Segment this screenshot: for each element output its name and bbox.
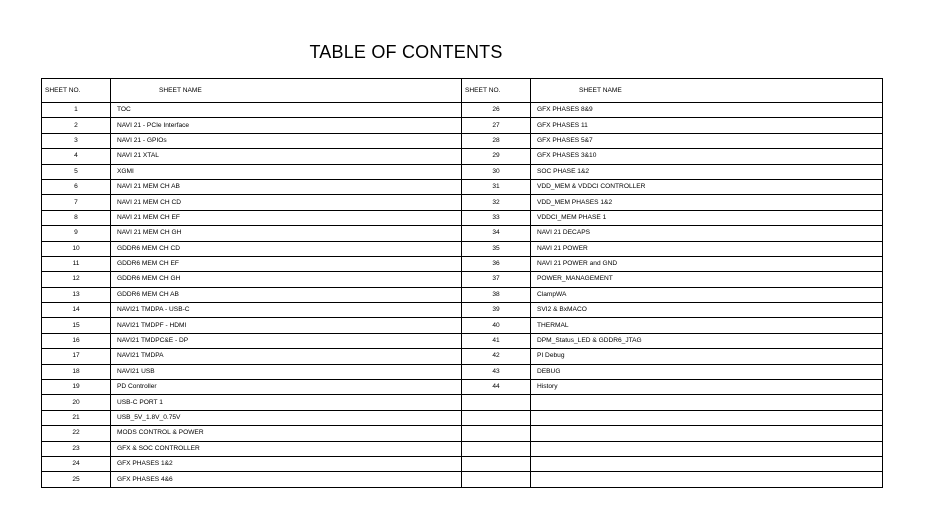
table-row <box>42 118 883 133</box>
table-row <box>42 179 883 194</box>
table-row <box>42 364 883 379</box>
sheet-name <box>531 456 883 471</box>
sheet-no <box>462 410 531 425</box>
sheet-name: GFX PHASES 11 <box>531 118 883 133</box>
sheet-name <box>531 441 883 456</box>
sheet-no: 6 <box>42 179 111 194</box>
sheet-name: NAVI21 TMDPA - USB-C <box>111 303 462 318</box>
sheet-name: GFX PHASES 1&2 <box>111 456 462 471</box>
sheet-name: NAVI 21 POWER and GND <box>531 256 883 271</box>
table-row <box>42 133 883 148</box>
sheet-name: USB_5V_1.8V_0.75V <box>111 410 462 425</box>
sheet-name: DEBUG <box>531 364 883 379</box>
sheet-no: 25 <box>42 472 111 487</box>
table-row <box>42 210 883 225</box>
table-row <box>42 241 883 256</box>
sheet-name: ClampWA <box>531 287 883 302</box>
sheet-no: 14 <box>42 303 111 318</box>
sheet-no: 31 <box>462 179 531 194</box>
table-row <box>42 349 883 364</box>
sheet-name <box>531 410 883 425</box>
sheet-name: NAVI 21 POWER <box>531 241 883 256</box>
sheet-name: NAVI21 USB <box>111 364 462 379</box>
sheet-no: 44 <box>462 380 531 395</box>
sheet-no: 32 <box>462 195 531 210</box>
table-row <box>42 426 883 441</box>
sheet-no: 17 <box>42 349 111 364</box>
table-row <box>42 441 883 456</box>
table-row <box>42 380 883 395</box>
sheet-no: 20 <box>42 395 111 410</box>
table-header-row <box>42 79 883 103</box>
table-row <box>42 287 883 302</box>
sheet-no: 10 <box>42 241 111 256</box>
sheet-name: VDDCI_MEM PHASE 1 <box>531 210 883 225</box>
sheet-no <box>462 456 531 471</box>
header-sheet-name-right: SHEET NAME <box>531 79 883 103</box>
sheet-name: GFX PHASES 3&10 <box>531 149 883 164</box>
header-sheet-name-left: SHEET NAME <box>111 79 462 103</box>
toc-table <box>41 78 883 488</box>
sheet-name: PI Debug <box>531 349 883 364</box>
sheet-name: GFX PHASES 8&9 <box>531 103 883 118</box>
sheet-no <box>462 472 531 487</box>
sheet-name: USB-C PORT 1 <box>111 395 462 410</box>
sheet-name: GFX PHASES 5&7 <box>531 133 883 148</box>
sheet-no <box>462 441 531 456</box>
sheet-no <box>462 426 531 441</box>
header-sheet-no-right: SHEET NO. <box>462 79 531 103</box>
table-row <box>42 472 883 487</box>
sheet-name: History <box>531 380 883 395</box>
sheet-name: NAVI 21 MEM CH GH <box>111 226 462 241</box>
sheet-name: NAVI 21 DECAPS <box>531 226 883 241</box>
sheet-name: GDDR6 MEM CH GH <box>111 272 462 287</box>
sheet-name: GDDR6 MEM CH CD <box>111 241 462 256</box>
sheet-name: NAVI 21 - GPIOs <box>111 133 462 148</box>
sheet-name: TOC <box>111 103 462 118</box>
sheet-name: NAVI21 TMDPA <box>111 349 462 364</box>
sheet-name: NAVI21 TMDPF - HDMI <box>111 318 462 333</box>
sheet-no: 40 <box>462 318 531 333</box>
sheet-no: 11 <box>42 256 111 271</box>
sheet-no: 37 <box>462 272 531 287</box>
sheet-no: 23 <box>42 441 111 456</box>
sheet-name: PD Controller <box>111 380 462 395</box>
sheet-name: NAVI21 TMDPC&E - DP <box>111 333 462 348</box>
table-row <box>42 303 883 318</box>
sheet-no: 35 <box>462 241 531 256</box>
sheet-no: 24 <box>42 456 111 471</box>
sheet-name: MODS CONTROL & POWER <box>111 426 462 441</box>
table-row <box>42 195 883 210</box>
sheet-name: NAVI 21 XTAL <box>111 149 462 164</box>
sheet-no: 3 <box>42 133 111 148</box>
sheet-no: 29 <box>462 149 531 164</box>
sheet-name: NAVI 21 MEM CH CD <box>111 195 462 210</box>
sheet-no: 26 <box>462 103 531 118</box>
sheet-no: 33 <box>462 210 531 225</box>
sheet-no: 34 <box>462 226 531 241</box>
sheet-name: GFX PHASES 4&6 <box>111 472 462 487</box>
sheet-no: 27 <box>462 118 531 133</box>
sheet-name: NAVI 21 MEM CH AB <box>111 179 462 194</box>
sheet-name: XGMI <box>111 164 462 179</box>
sheet-no: 41 <box>462 333 531 348</box>
table-row <box>42 318 883 333</box>
sheet-no: 5 <box>42 164 111 179</box>
sheet-no: 38 <box>462 287 531 302</box>
sheet-name: THERMAL <box>531 318 883 333</box>
sheet-name: NAVI 21 - PCIe Interface <box>111 118 462 133</box>
sheet-no: 4 <box>42 149 111 164</box>
sheet-no: 16 <box>42 333 111 348</box>
table-row <box>42 456 883 471</box>
sheet-no: 8 <box>42 210 111 225</box>
table-row <box>42 410 883 425</box>
sheet-no: 28 <box>462 133 531 148</box>
sheet-no: 15 <box>42 318 111 333</box>
sheet-name: GFX & SOC CONTROLLER <box>111 441 462 456</box>
sheet-name: NAVI 21 MEM CH EF <box>111 210 462 225</box>
sheet-no: 42 <box>462 349 531 364</box>
page-title: TABLE OF CONTENTS <box>309 42 503 62</box>
sheet-no: 21 <box>42 410 111 425</box>
table-row <box>42 164 883 179</box>
sheet-name <box>531 426 883 441</box>
sheet-name: SVI2 & BxMACO <box>531 303 883 318</box>
sheet-name: GDDR6 MEM CH AB <box>111 287 462 302</box>
sheet-name: VDD_MEM & VDDCI CONTROLLER <box>531 179 883 194</box>
table-row <box>42 103 883 118</box>
sheet-name: SOC PHASE 1&2 <box>531 164 883 179</box>
table-row <box>42 333 883 348</box>
sheet-no: 43 <box>462 364 531 379</box>
sheet-no: 9 <box>42 226 111 241</box>
sheet-name <box>531 395 883 410</box>
table-row <box>42 149 883 164</box>
sheet-no: 18 <box>42 364 111 379</box>
sheet-no: 1 <box>42 103 111 118</box>
table-row <box>42 226 883 241</box>
sheet-name: DPM_Status_LED & GDDR6_JTAG <box>531 333 883 348</box>
sheet-no: 13 <box>42 287 111 302</box>
sheet-no <box>462 395 531 410</box>
sheet-no: 19 <box>42 380 111 395</box>
sheet-no: 36 <box>462 256 531 271</box>
sheet-no: 30 <box>462 164 531 179</box>
table-row <box>42 256 883 271</box>
sheet-name: POWER_MANAGEMENT <box>531 272 883 287</box>
header-sheet-no-left: SHEET NO. <box>42 79 111 103</box>
sheet-no: 12 <box>42 272 111 287</box>
sheet-name: VDD_MEM PHASES 1&2 <box>531 195 883 210</box>
table-row <box>42 272 883 287</box>
table-row <box>42 395 883 410</box>
sheet-name <box>531 472 883 487</box>
sheet-no: 2 <box>42 118 111 133</box>
sheet-name: GDDR6 MEM CH EF <box>111 256 462 271</box>
sheet-no: 22 <box>42 426 111 441</box>
sheet-no: 7 <box>42 195 111 210</box>
toc-body <box>42 103 883 488</box>
sheet-no: 39 <box>462 303 531 318</box>
